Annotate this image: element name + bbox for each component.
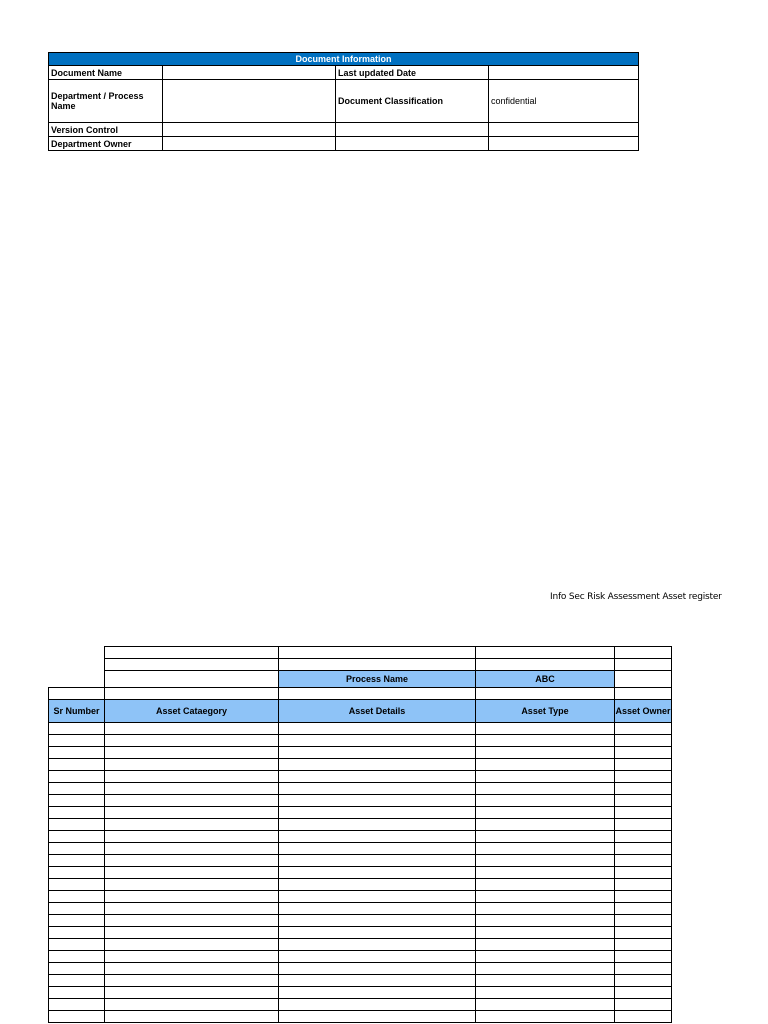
table-row — [49, 771, 672, 783]
process-cell[interactable] — [476, 659, 615, 671]
table-cell[interactable] — [279, 771, 476, 783]
table-cell[interactable] — [49, 723, 105, 735]
table-cell[interactable] — [279, 747, 476, 759]
table-cell[interactable] — [279, 819, 476, 831]
table-cell[interactable] — [615, 1011, 672, 1023]
table-cell[interactable] — [615, 927, 672, 939]
department-process-name-value[interactable] — [163, 80, 336, 123]
process-name-value[interactable]: ABC — [476, 671, 615, 688]
process-cell[interactable] — [105, 659, 279, 671]
table-cell[interactable] — [105, 807, 279, 819]
table-cell[interactable] — [105, 819, 279, 831]
table-cell[interactable] — [615, 987, 672, 999]
table-cell[interactable] — [105, 783, 279, 795]
table-cell[interactable] — [615, 963, 672, 975]
column-header-asset-details: Asset Details — [279, 700, 476, 723]
version-control-extra-label[interactable] — [336, 123, 489, 137]
table-cell[interactable] — [615, 831, 672, 843]
table-cell[interactable] — [49, 747, 105, 759]
table-cell[interactable] — [279, 999, 476, 1011]
table-cell[interactable] — [476, 723, 615, 735]
table-cell[interactable] — [279, 951, 476, 963]
table-cell[interactable] — [49, 939, 105, 951]
table-cell[interactable] — [105, 963, 279, 975]
table-cell[interactable] — [615, 891, 672, 903]
table-row — [49, 975, 672, 987]
table-cell[interactable] — [49, 735, 105, 747]
table-cell[interactable] — [105, 795, 279, 807]
table-cell[interactable] — [476, 807, 615, 819]
table-row — [49, 879, 672, 891]
table-cell[interactable] — [279, 807, 476, 819]
table-cell[interactable] — [476, 747, 615, 759]
table-cell[interactable] — [49, 999, 105, 1011]
table-row — [49, 867, 672, 879]
table-row — [49, 855, 672, 867]
process-cell[interactable] — [279, 659, 476, 671]
table-cell[interactable] — [49, 975, 105, 987]
table-cell[interactable] — [279, 987, 476, 999]
table-row — [49, 927, 672, 939]
process-cell[interactable] — [615, 647, 672, 659]
process-spacer-row-1 — [49, 647, 672, 659]
table-row — [49, 807, 672, 819]
table-row — [49, 783, 672, 795]
table-cell[interactable] — [615, 975, 672, 987]
version-control-label: Version Control — [49, 123, 163, 137]
table-cell[interactable] — [476, 867, 615, 879]
table-cell[interactable] — [279, 795, 476, 807]
pre-header-cell[interactable] — [105, 688, 279, 700]
process-name-row — [49, 671, 672, 688]
table-cell[interactable] — [49, 843, 105, 855]
table-cell[interactable] — [105, 747, 279, 759]
table-cell[interactable] — [105, 951, 279, 963]
table-cell[interactable] — [279, 855, 476, 867]
table-cell[interactable] — [615, 807, 672, 819]
empty-cell — [49, 647, 105, 659]
table-cell[interactable] — [49, 783, 105, 795]
table-cell[interactable] — [279, 927, 476, 939]
table-cell[interactable] — [105, 879, 279, 891]
table-cell[interactable] — [476, 975, 615, 987]
department-owner-value[interactable] — [163, 137, 336, 151]
table-cell[interactable] — [279, 939, 476, 951]
document-classification-label: Document Classification — [336, 80, 489, 123]
table-cell[interactable] — [476, 999, 615, 1011]
table-cell[interactable] — [476, 903, 615, 915]
table-cell[interactable] — [615, 903, 672, 915]
document-information-header: Document Information — [49, 53, 639, 66]
table-cell[interactable] — [476, 735, 615, 747]
asset-register-table — [48, 646, 672, 1023]
table-cell[interactable] — [279, 915, 476, 927]
pre-header-cell[interactable] — [476, 688, 615, 700]
process-cell[interactable] — [105, 671, 279, 688]
table-row — [49, 735, 672, 747]
table-cell[interactable] — [476, 1011, 615, 1023]
table-cell[interactable] — [279, 891, 476, 903]
table-cell[interactable] — [49, 891, 105, 903]
table-row — [49, 891, 672, 903]
department-process-name-label: Department / Process Name — [49, 80, 163, 123]
process-spacer-row-2 — [49, 659, 672, 671]
column-header-row — [49, 700, 672, 723]
table-row — [49, 795, 672, 807]
table-cell[interactable] — [615, 783, 672, 795]
process-cell[interactable] — [105, 647, 279, 659]
table-cell[interactable] — [49, 903, 105, 915]
column-header-asset-owner: Asset Owner — [615, 700, 672, 723]
table-cell[interactable] — [615, 843, 672, 855]
table-row — [49, 723, 672, 735]
empty-cell — [49, 659, 105, 671]
table-cell[interactable] — [476, 939, 615, 951]
document-name-label: Document Name — [49, 66, 163, 80]
table-cell[interactable] — [279, 1011, 476, 1023]
table-cell[interactable] — [105, 903, 279, 915]
table-cell[interactable] — [105, 891, 279, 903]
table-row — [49, 915, 672, 927]
last-updated-date-label: Last updated Date — [336, 66, 489, 80]
table-cell[interactable] — [49, 795, 105, 807]
table-cell[interactable] — [476, 795, 615, 807]
table-cell[interactable] — [476, 927, 615, 939]
table-cell[interactable] — [49, 855, 105, 867]
table-cell[interactable] — [279, 879, 476, 891]
process-name-label: Process Name — [279, 671, 476, 688]
table-row — [49, 843, 672, 855]
table-cell[interactable] — [476, 783, 615, 795]
table-row — [49, 747, 672, 759]
table-cell[interactable] — [476, 987, 615, 999]
table-cell[interactable] — [105, 831, 279, 843]
table-cell[interactable] — [279, 759, 476, 771]
table-cell[interactable] — [476, 771, 615, 783]
document-classification-value[interactable]: confidential — [489, 80, 639, 123]
table-cell[interactable] — [615, 735, 672, 747]
table-cell[interactable] — [279, 831, 476, 843]
table-row — [49, 831, 672, 843]
table-cell[interactable] — [49, 831, 105, 843]
table-cell[interactable] — [615, 999, 672, 1011]
table-row — [49, 999, 672, 1011]
version-control-value[interactable] — [163, 123, 336, 137]
table-cell[interactable] — [49, 963, 105, 975]
table-cell[interactable] — [476, 915, 615, 927]
column-header-asset-category: Asset Cataegory — [105, 700, 279, 723]
table-cell[interactable] — [105, 999, 279, 1011]
table-cell[interactable] — [279, 903, 476, 915]
table-cell[interactable] — [105, 843, 279, 855]
table-cell[interactable] — [105, 759, 279, 771]
table-cell[interactable] — [49, 771, 105, 783]
empty-cell — [49, 671, 105, 688]
table-cell[interactable] — [279, 867, 476, 879]
table-cell[interactable] — [105, 1011, 279, 1023]
department-owner-label: Department Owner — [49, 137, 163, 151]
table-cell[interactable] — [105, 915, 279, 927]
table-cell[interactable] — [615, 855, 672, 867]
table-cell[interactable] — [476, 855, 615, 867]
table-cell[interactable] — [279, 735, 476, 747]
table-cell[interactable] — [615, 795, 672, 807]
process-cell[interactable] — [279, 647, 476, 659]
process-cell[interactable] — [615, 659, 672, 671]
table-cell[interactable] — [105, 855, 279, 867]
table-row — [49, 903, 672, 915]
table-cell[interactable] — [279, 963, 476, 975]
pre-header-cell[interactable] — [279, 688, 476, 700]
table-cell[interactable] — [615, 759, 672, 771]
pre-header-cell[interactable] — [49, 688, 105, 700]
table-row — [49, 759, 672, 771]
process-cell[interactable] — [615, 671, 672, 688]
table-row — [49, 963, 672, 975]
table-cell[interactable] — [279, 783, 476, 795]
table-cell[interactable] — [49, 759, 105, 771]
table-cell[interactable] — [49, 915, 105, 927]
table-row — [49, 951, 672, 963]
table-cell[interactable] — [615, 939, 672, 951]
table-cell[interactable] — [615, 915, 672, 927]
table-cell[interactable] — [105, 987, 279, 999]
table-cell[interactable] — [105, 771, 279, 783]
column-header-sr-number: Sr Number — [49, 700, 105, 723]
table-cell[interactable] — [615, 723, 672, 735]
table-cell[interactable] — [476, 879, 615, 891]
asset-register-caption: Info Sec Risk Assessment Asset register — [550, 592, 722, 602]
table-row — [49, 1011, 672, 1023]
table-cell[interactable] — [476, 759, 615, 771]
version-control-extra-value[interactable] — [489, 123, 639, 137]
table-cell[interactable] — [279, 843, 476, 855]
table-cell[interactable] — [615, 819, 672, 831]
table-cell[interactable] — [279, 723, 476, 735]
document-name-value[interactable] — [163, 66, 336, 80]
table-cell[interactable] — [476, 831, 615, 843]
table-cell[interactable] — [49, 879, 105, 891]
table-row — [49, 819, 672, 831]
table-cell[interactable] — [49, 867, 105, 879]
table-row — [49, 939, 672, 951]
document-information-table — [48, 52, 639, 151]
table-cell[interactable] — [105, 939, 279, 951]
table-cell[interactable] — [615, 867, 672, 879]
last-updated-date-value[interactable] — [489, 66, 639, 80]
table-cell[interactable] — [105, 927, 279, 939]
table-cell[interactable] — [105, 867, 279, 879]
table-cell[interactable] — [476, 891, 615, 903]
table-cell[interactable] — [615, 951, 672, 963]
table-cell[interactable] — [105, 735, 279, 747]
table-cell[interactable] — [49, 807, 105, 819]
table-cell[interactable] — [279, 975, 476, 987]
table-cell[interactable] — [476, 819, 615, 831]
table-cell[interactable] — [49, 951, 105, 963]
table-cell[interactable] — [49, 1011, 105, 1023]
table-cell[interactable] — [105, 975, 279, 987]
column-header-asset-type: Asset Type — [476, 700, 615, 723]
department-owner-extra-label[interactable] — [336, 137, 489, 151]
pre-header-row — [49, 688, 672, 700]
pre-header-cell[interactable] — [615, 688, 672, 700]
department-owner-extra-value[interactable] — [489, 137, 639, 151]
table-cell[interactable] — [49, 987, 105, 999]
process-cell[interactable] — [476, 647, 615, 659]
table-cell[interactable] — [615, 747, 672, 759]
table-cell[interactable] — [49, 819, 105, 831]
table-cell[interactable] — [476, 843, 615, 855]
table-cell[interactable] — [105, 723, 279, 735]
table-cell[interactable] — [49, 927, 105, 939]
table-cell[interactable] — [476, 951, 615, 963]
table-cell[interactable] — [476, 963, 615, 975]
table-cell[interactable] — [615, 771, 672, 783]
table-cell[interactable] — [615, 879, 672, 891]
table-row — [49, 987, 672, 999]
